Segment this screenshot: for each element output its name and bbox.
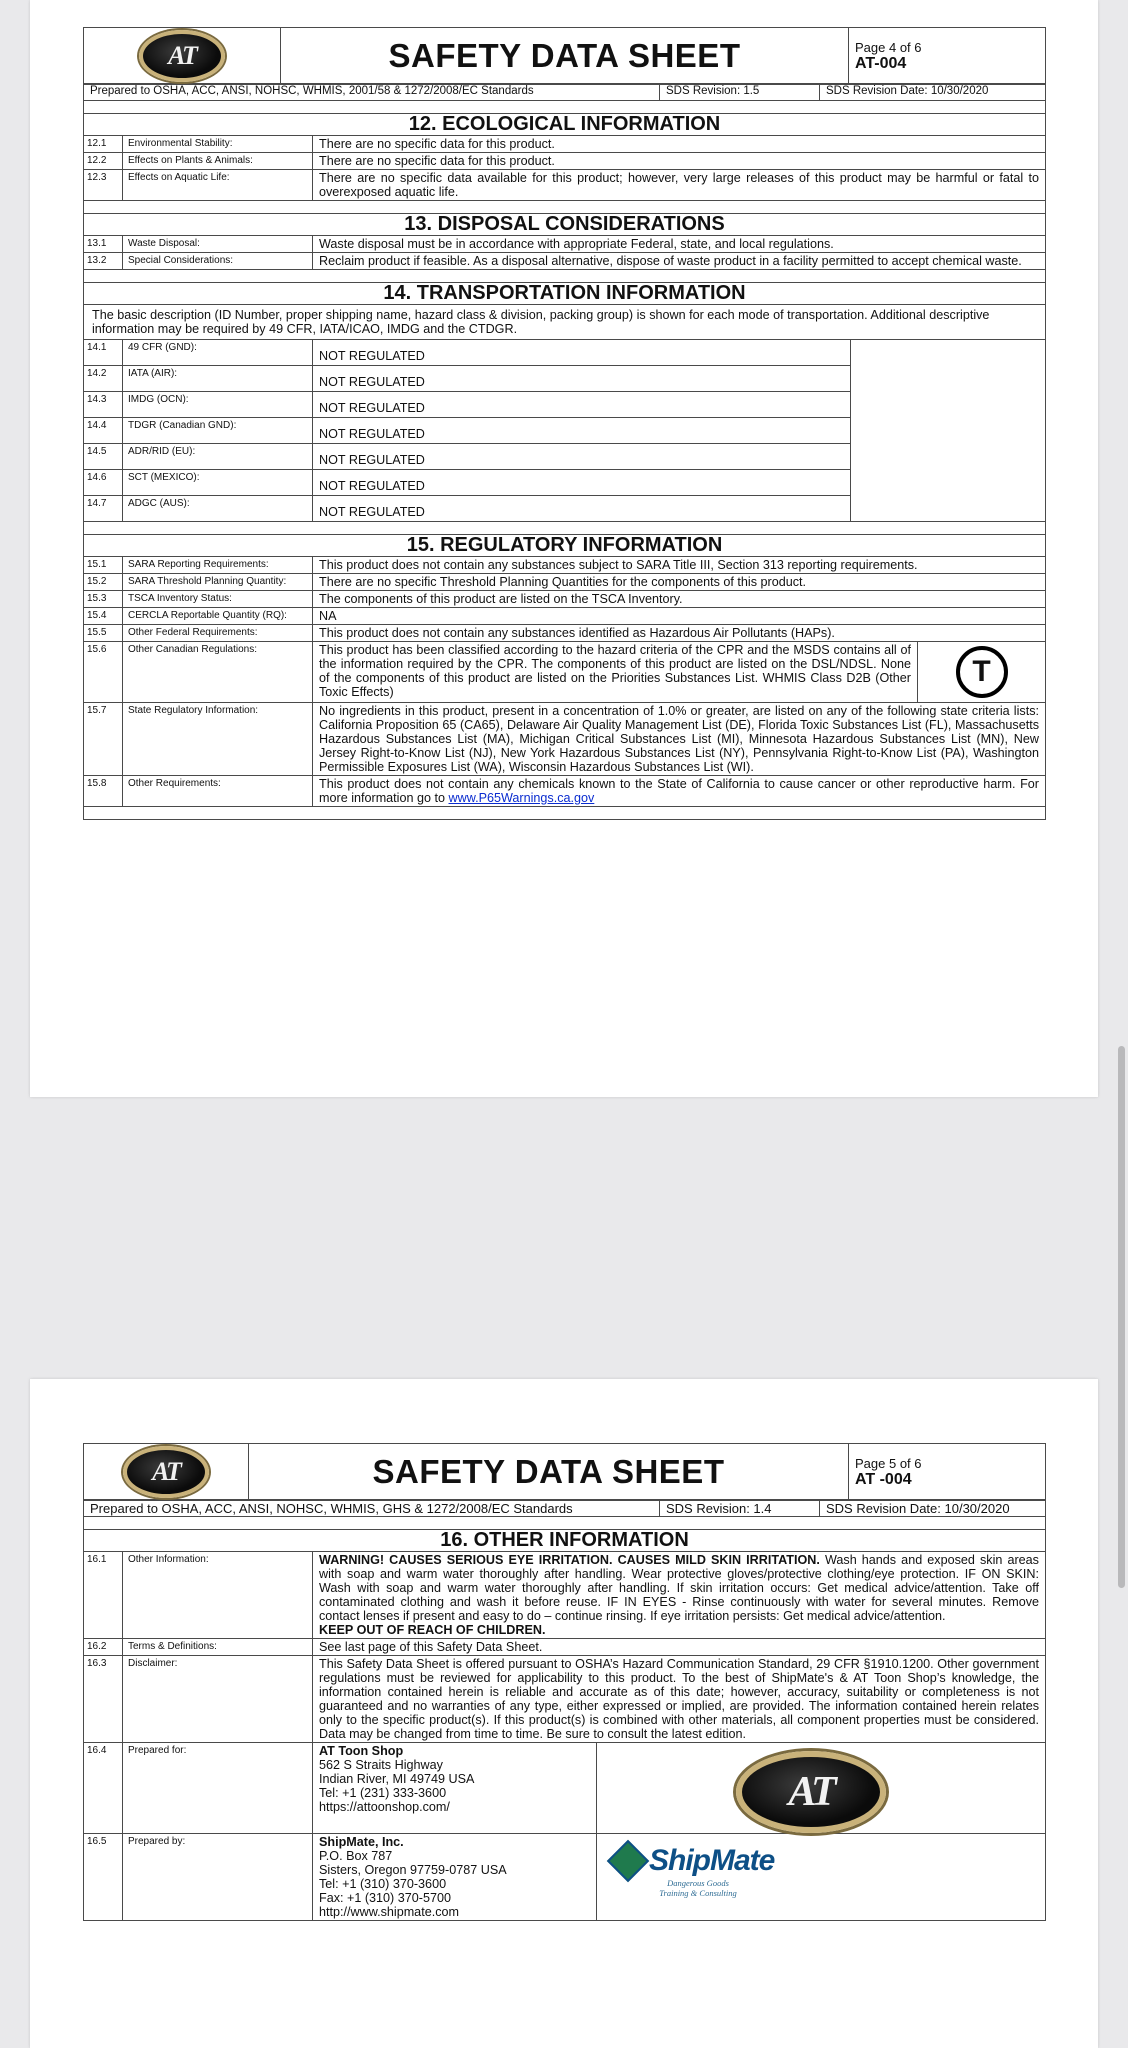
row-value: There are no specific Threshold Planning Quantities for the components of this product.: [313, 574, 1046, 591]
tagline-line: Dangerous Goods: [667, 1878, 729, 1888]
row-number: 15.5: [84, 625, 123, 642]
sheet-title: SAFETY DATA SHEET: [249, 1444, 849, 1500]
phone-number: Tel: +1 (310) 370-3600: [319, 1877, 447, 1891]
row-label: Special Considerations:: [123, 253, 313, 270]
p65-warnings-link[interactable]: www.P65Warnings.ca.gov: [448, 791, 595, 805]
row-value: The components of this product are listed on the TSCA Inventory.: [313, 591, 1046, 608]
sheet-title: SAFETY DATA SHEET: [281, 28, 849, 84]
row-label: Other Canadian Regulations:: [123, 642, 313, 703]
row-number: 14.3: [84, 392, 123, 418]
row-label: State Regulatory Information:: [123, 703, 313, 776]
shipmate-logo: [597, 1834, 1046, 1921]
transport-blank-cell: [851, 340, 1046, 522]
row-label: Effects on Aquatic Life:: [123, 170, 313, 201]
row-number: 16.4: [84, 1743, 123, 1834]
row-number: 13.2: [84, 253, 123, 270]
prepared-by-address: [313, 1834, 597, 1921]
shipmate-logo-text: ShipMate: [649, 1844, 775, 1877]
section-title: 12. ECOLOGICAL INFORMATION: [84, 114, 1046, 136]
sds-sheet: [83, 27, 1046, 820]
row-value: NOT REGULATED: [313, 366, 851, 392]
row-number: 15.4: [84, 608, 123, 625]
section-15: [83, 522, 1046, 820]
address-line: 562 S Straits Highway: [319, 1758, 443, 1772]
address-line: Sisters, Oregon 97759-0787 USA: [319, 1863, 507, 1877]
row-number: 14.6: [84, 470, 123, 496]
row-value: There are no specific data for this product.: [313, 153, 1046, 170]
at-logo-icon: AT: [123, 1446, 209, 1498]
row-label: Waste Disposal:: [123, 236, 313, 253]
page-number: Page 4 of 6: [855, 39, 922, 55]
hazard-warning: WARNING! CAUSES SERIOUS EYE IRRITATION. CAUSES MILD SKIN IRRITATION.: [319, 1553, 820, 1567]
company-name: AT Toon Shop: [319, 1744, 404, 1758]
row-label: SARA Threshold Planning Quantity:: [123, 574, 313, 591]
shipmate-tagline: [613, 1878, 783, 1898]
sds-revision-date: SDS Revision Date: 10/30/2020: [820, 85, 1046, 101]
row-value-text: This product does not contain any chemicals known to the State of California to cause cancer or other reproductive harm. For more information go to: [319, 777, 1039, 805]
row-label: SARA Reporting Requirements:: [123, 557, 313, 574]
section-16: [83, 1517, 1046, 1921]
row-value: [313, 1552, 1046, 1639]
row-label: SCT (MEXICO):: [123, 470, 313, 496]
section-13: [83, 201, 1046, 270]
page-number: Page 5 of 6: [855, 1455, 922, 1471]
row-number: 16.1: [84, 1552, 123, 1639]
row-value: NOT REGULATED: [313, 496, 851, 522]
row-value: This product does not contain any substances subject to SARA Title III, Section 313 reporting requirements.: [313, 557, 1046, 574]
section-title: 13. DISPOSAL CONSIDERATIONS: [84, 214, 1046, 236]
vertical-scrollbar[interactable]: [1118, 1046, 1125, 1588]
row-number: 15.8: [84, 776, 123, 807]
whmis-symbol-cell: [918, 642, 1046, 703]
row-label: ADR/RID (EU):: [123, 444, 313, 470]
globe-diamond-icon: [607, 1840, 649, 1882]
row-number: 15.3: [84, 591, 123, 608]
sds-subheader: [83, 1500, 1046, 1517]
phone-number: Tel: +1 (231) 333-3600: [319, 1786, 447, 1800]
row-number: 15.7: [84, 703, 123, 776]
row-label: Other Federal Requirements:: [123, 625, 313, 642]
address-line: P.O. Box 787: [319, 1849, 393, 1863]
row-value: [313, 776, 1046, 807]
section-title: 14. TRANSPORTATION INFORMATION: [84, 283, 1046, 305]
website-link[interactable]: https://attoonshop.com/: [319, 1800, 450, 1814]
row-label: IATA (AIR):: [123, 366, 313, 392]
tagline-line: Training & Consulting: [659, 1888, 737, 1898]
row-number: 12.2: [84, 153, 123, 170]
row-value: NOT REGULATED: [313, 340, 851, 366]
row-number: 14.1: [84, 340, 123, 366]
section-14: [83, 270, 1046, 522]
at-toon-shop-logo-icon: AT: [736, 1751, 886, 1833]
sds-page-4: [30, 0, 1098, 1097]
row-label: Other Requirements:: [123, 776, 313, 807]
sds-subheader: [83, 84, 1046, 101]
row-value: NA: [313, 608, 1046, 625]
row-value: Waste disposal must be in accordance with appropriate Federal, state, and local regulations.: [313, 236, 1046, 253]
row-number: 14.2: [84, 366, 123, 392]
row-value: NOT REGULATED: [313, 470, 851, 496]
section-title: 16. OTHER INFORMATION: [84, 1530, 1046, 1552]
row-number: 14.4: [84, 418, 123, 444]
website-link[interactable]: http://www.shipmate.com: [319, 1905, 459, 1919]
row-number: 12.3: [84, 170, 123, 201]
row-value: NOT REGULATED: [313, 392, 851, 418]
keep-away-notice: KEEP OUT OF REACH OF CHILDREN.: [319, 1623, 546, 1637]
shipmate-wordmark: [613, 1844, 1029, 1878]
row-label: ADGC (AUS):: [123, 496, 313, 522]
row-label: CERCLA Reportable Quantity (RQ):: [123, 608, 313, 625]
whmis-toxic-icon: T: [956, 646, 1008, 698]
prepared-standards: Prepared to OSHA, ACC, ANSI, NOHSC, WHMIS, 2001/58 & 1272/2008/EC Standards: [84, 85, 660, 101]
row-value: There are no specific data available for this product; however, very large releases of this product may be harmful or fatal to overexposed aquatic life.: [313, 170, 1046, 201]
row-label: Terms & Definitions:: [123, 1639, 313, 1656]
document-id: AT -004: [855, 1470, 912, 1488]
row-number: 16.5: [84, 1834, 123, 1921]
company-logo: [84, 28, 281, 84]
company-name: ShipMate, Inc.: [319, 1835, 404, 1849]
row-number: 15.2: [84, 574, 123, 591]
sds-page-5: [30, 1379, 1098, 2048]
row-number: 14.7: [84, 496, 123, 522]
page-info: [849, 28, 1046, 84]
row-label: Environmental Stability:: [123, 136, 313, 153]
row-value: There are no specific data for this product.: [313, 136, 1046, 153]
sds-revision: SDS Revision: 1.4: [660, 1501, 820, 1517]
section-12: [83, 101, 1046, 201]
row-label: IMDG (OCN):: [123, 392, 313, 418]
page-info: [849, 1444, 1046, 1500]
prepared-standards: Prepared to OSHA, ACC, ANSI, NOHSC, WHMIS, GHS & 1272/2008/EC Standards: [84, 1501, 660, 1517]
row-value: This Safety Data Sheet is offered pursuant to OSHA’s Hazard Communication Standard, 29 CFR §1910.1200. Other government regulations must be reviewed for applicability to this product. To the best of ShipMate's & AT Toon Shop’s knowledge, the information contained herein is reliable and accurate as of this date; however, accuracy, suitability or completeness is not guaranteed and no warranties of any type, either expressed or implied, are provided. The information contained herein relates only to the specific product(s). If this product(s) is combined with other materials, all component properties must be considered. Data may be changed from time to time. Be sure to consult the latest edition.: [313, 1656, 1046, 1743]
row-label: Prepared for:: [123, 1743, 313, 1834]
row-label: 49 CFR (GND):: [123, 340, 313, 366]
row-number: 14.5: [84, 444, 123, 470]
address-line: Indian River, MI 49749 USA: [319, 1772, 475, 1786]
at-logo-icon: AT: [139, 30, 225, 82]
transport-intro: The basic description (ID Number, proper shipping name, hazard class & division, packing group) is shown for each mode of transportation. Additional descriptive information may be required by 49 CFR, IATA/ICAO, IMDG and the CTDGR.: [84, 305, 1046, 340]
row-number: 13.1: [84, 236, 123, 253]
precaution-text: Wash hands and exposed skin areas with soap and warm water thoroughly after handling. Wear protective gloves/protective clothing/eye protection. IF ON SKIN: Wash with soap and warm water thoroughly after handling. If skin irritation occurs: Get medical advice/attention. Take off contaminated clothing and wash it before reuse. IF IN EYES - Rinse continuously with water for several minutes. Remove contact lenses if present and easy to do – continue rinsing. If eye irritation persists: Get medical advice/attention.: [319, 1553, 1039, 1623]
row-label: Effects on Plants & Animals:: [123, 153, 313, 170]
row-label: Disclaimer:: [123, 1656, 313, 1743]
sds-header: [83, 27, 1046, 84]
sds-header: [83, 1443, 1046, 1500]
row-value: See last page of this Safety Data Sheet.: [313, 1639, 1046, 1656]
sds-revision: SDS Revision: 1.5: [660, 85, 820, 101]
sds-revision-date: SDS Revision Date: 10/30/2020: [820, 1501, 1046, 1517]
row-number: 12.1: [84, 136, 123, 153]
document-id: AT-004: [855, 54, 907, 72]
sds-sheet: [83, 1443, 1046, 1921]
company-logo: [84, 1444, 249, 1500]
at-logo-cell: [597, 1743, 1046, 1834]
row-number: 15.1: [84, 557, 123, 574]
row-value: NOT REGULATED: [313, 418, 851, 444]
row-value: No ingredients in this product, present in a concentration of 1.0% or greater, are listed on any of the following state criteria lists: California Proposition 65 (CA65), Delaware Air Quality Management List (DE), Florida Toxic Substances List (FL), Massachusetts Hazardous Substances List (MA), Michigan Critical Substances List (MI), Minnesota Hazardous Substances List (MN), New Jersey Right-to-Know List (NJ), New York Hazardous Substances List (NY), Pennsylvania Right-to-Know List (PA), Washington Permissible Exposures List (WA), Wisconsin Hazardous Substances List (WI).: [313, 703, 1046, 776]
row-label: TSCA Inventory Status:: [123, 591, 313, 608]
row-label: Prepared by:: [123, 1834, 313, 1921]
row-value: This product has been classified according to the hazard criteria of the CPR and the MSDS contains all of the information required by the CPR. The components of this product are listed on the DSL/NDSL. None of the components of this product are listed on the Priorities Substances List. WHMIS Class D2B (Other Toxic Effects): [313, 642, 918, 703]
row-number: 16.2: [84, 1639, 123, 1656]
section-title: 15. REGULATORY INFORMATION: [84, 535, 1046, 557]
row-number: 15.6: [84, 642, 123, 703]
row-value: NOT REGULATED: [313, 444, 851, 470]
fax-number: Fax: +1 (310) 370-5700: [319, 1891, 451, 1905]
row-label: Other Information:: [123, 1552, 313, 1639]
row-value: This product does not contain any substances identified as Hazardous Air Pollutants (HAPs).: [313, 625, 1046, 642]
row-label: TDGR (Canadian GND):: [123, 418, 313, 444]
row-value: Reclaim product if feasible. As a disposal alternative, dispose of waste product in a facility permitted to accept chemical waste.: [313, 253, 1046, 270]
prepared-for-address: [313, 1743, 597, 1834]
row-number: 16.3: [84, 1656, 123, 1743]
